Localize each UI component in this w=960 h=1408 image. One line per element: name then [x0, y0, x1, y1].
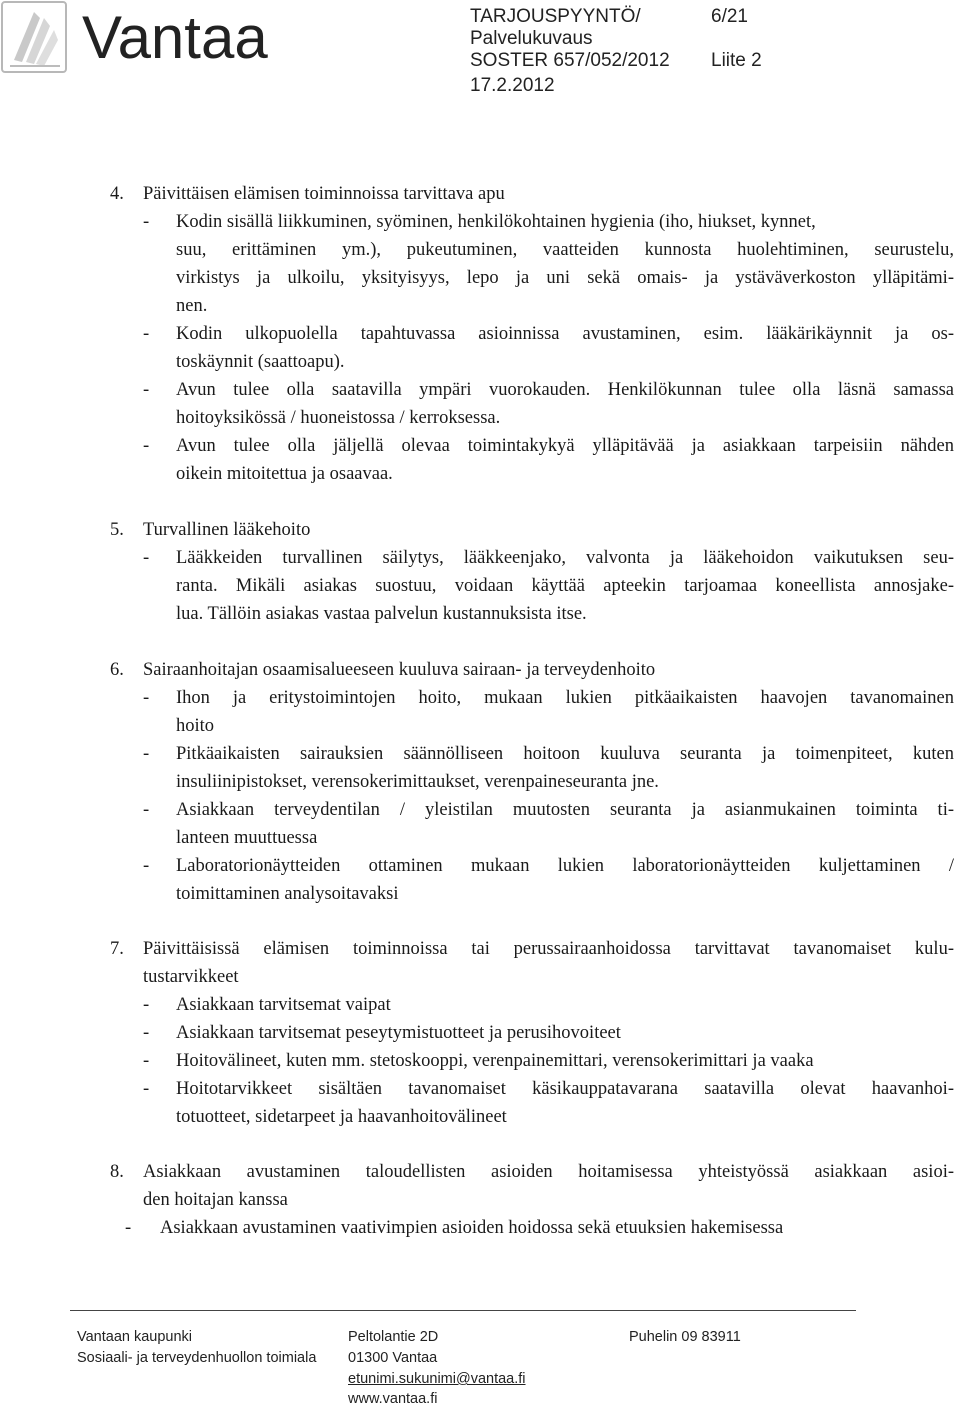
list-item-line: Avun tulee olla saatavilla ympäri vuorokauden. Henkilökunnan tulee olla läsnä samassa [176, 380, 954, 400]
section-number: 5. [110, 520, 124, 540]
list-item-line: Asiakkaan tarvitsemat peseytymistuotteet ja perusihovoiteet [176, 1023, 621, 1043]
list-item-line: Pitkäaikaisten sairauksien säännölliseen hoitoon kuuluva seuranta ja toimenpiteet, kuten [176, 744, 954, 764]
bullet-dash: - [143, 436, 150, 456]
text-line: Kodin sisällä liikkuminen, syöminen, henkilökohtainen hygienia (iho, hiukset, kynnet, [176, 212, 816, 232]
section-number: 8. [110, 1162, 124, 1182]
footer-street: Peltolantie 2D [348, 1329, 439, 1345]
list-item-line: Laboratorionäytteiden ottaminen mukaan lukien laboratorionäytteiden kuljettaminen / [176, 856, 954, 876]
section-title: Turvallinen lääkehoito [143, 520, 311, 540]
list-item-line: Lääkkeiden turvallinen säilytys, lääkkeenjako, valvonta ja lääkehoidon vaikutuksen seu- [176, 548, 954, 568]
footer-department: Sosiaali- ja terveydenhuollon toimiala [77, 1350, 317, 1366]
section-number: 7. [110, 939, 124, 959]
section-title: Päivittäisen elämisen toiminnoissa tarvittava apu [143, 184, 505, 204]
list-item-line: Asiakkaan tarvitsemat vaipat [176, 995, 391, 1015]
list-item-line: oikein mitoitettua ja osaavaa. [176, 464, 393, 484]
bullet-dash: - [143, 548, 150, 568]
footer-website: www.vantaa.fi [348, 1391, 438, 1407]
bullet-dash: - [143, 800, 150, 820]
list-item-line: Hoitotarvikkeet sisältäen tavanomaiset käsikauppatavarana saatavilla olevat haavanhoi- [176, 1079, 954, 1099]
section-number: 4. [110, 184, 124, 204]
doc-type: TARJOUSPYYNTÖ/ [470, 6, 641, 27]
bullet-dash: - [143, 1023, 150, 1043]
bullet-dash: - [143, 324, 150, 344]
footer-phone: Puhelin 09 83911 [629, 1329, 741, 1345]
bullet-dash: - [143, 1051, 150, 1071]
list-item-line: insuliinipistokset, verensokerimittaukset, verenpaineseuranta jne. [176, 772, 659, 792]
footer-email-link[interactable]: etunimi.sukunimi@vantaa.fi [348, 1371, 526, 1387]
list-item-line: Asiakkaan terveydentilan / yleistilan muutosten seuranta ja asianmukainen toiminta ti- [176, 800, 954, 820]
section-title: Päivittäisissä elämisen toiminnoissa tai perussairaanhoidossa tarvittavat tavanomaiset kulu- [143, 939, 954, 959]
bullet-dash: - [143, 995, 150, 1015]
bullet-dash: - [143, 688, 150, 708]
list-item-line: Hoitovälineet, kuten mm. stetoskooppi, verenpainemittari, verensokerimittari ja vaaka [176, 1051, 814, 1071]
doc-date: 17.2.2012 [470, 75, 555, 96]
list-item-line: toimittaminen analysoitavaksi [176, 884, 399, 904]
section-title: tustarvikkeet [143, 967, 239, 987]
list-item-line: Ihon ja eritystoimintojen hoito, mukaan lukien pitkäaikaisten haavojen tavanomainen [176, 688, 954, 708]
list-item-line: hoito [176, 716, 215, 736]
bullet-dash: - [143, 1079, 150, 1099]
list-item-line: Asiakkaan avustaminen vaativimpien asioiden hoidossa sekä etuuksien hakemisessa [160, 1218, 784, 1238]
list-item-line: nen. [176, 296, 208, 316]
list-item-line: Kodin ulkopuolella tapahtuvassa asioinnissa avustaminen, esim. lääkärikäynnit ja os- [176, 324, 954, 344]
section-number: 6. [110, 660, 124, 680]
bullet-dash: - [143, 744, 150, 764]
footer-divider [70, 1310, 856, 1311]
list-item-line: lanteen muuttuessa [176, 828, 318, 848]
list-item-line: hoitoyksikössä / huoneistossa / kerroksessa. [176, 408, 501, 428]
list-item-line: totuotteet, sidetarpeet ja haavanhoitovälineet [176, 1107, 507, 1127]
list-item-line: Avun tulee olla jäljellä olevaa toimintakykyä ylläpitävää ja asiakkaan tarpeisiin nähden [176, 436, 954, 456]
list-item-line: ranta. Mikäli asiakas suostuu, voidaan käyttää apteekin tarjoamaa koneellista annosjake- [176, 576, 954, 596]
section-title: Sairaanhoitajan osaamisalueeseen kuuluva sairaan- ja terveydenhoito [143, 660, 656, 680]
list-item-line: lua. Tällöin asiakas vastaa palvelun kustannuksista itse. [176, 604, 587, 624]
bullet-dash: - [143, 856, 150, 876]
list-item-line: suu, erittäminen ym.), pukeutuminen, vaatteiden kunnosta huolehtiminen, seurustelu, [176, 240, 954, 260]
section-title: den hoitajan kanssa [143, 1190, 288, 1210]
vantaa-logo-icon [0, 0, 70, 76]
footer-postal: 01300 Vantaa [348, 1350, 438, 1366]
bullet-dash: - [125, 1218, 132, 1238]
footer-org: Vantaan kaupunki [77, 1329, 193, 1345]
list-item-line: toskäynnit (saattoapu). [176, 352, 345, 372]
doc-subtitle: Palvelukuvaus [470, 28, 593, 49]
section-title: Asiakkaan avustaminen taloudellisten asioiden hoitamisessa yhteistyössä asiakkaan asioi- [143, 1162, 954, 1182]
reference-number: SOSTER 657/052/2012 [470, 50, 670, 71]
page-number: 6/21 [711, 6, 748, 27]
brand-name: Vantaa [82, 4, 268, 71]
list-item-line [176, 211, 954, 233]
list-item-line: virkistys ja ulkoilu, yksityisyys, lepo ja uni sekä omais- ja ystäväverkoston ylläpitämi- [176, 268, 954, 288]
bullet-dash: - [143, 380, 150, 400]
bullet-dash: - [143, 212, 150, 232]
attachment-label: Liite 2 [711, 50, 762, 71]
